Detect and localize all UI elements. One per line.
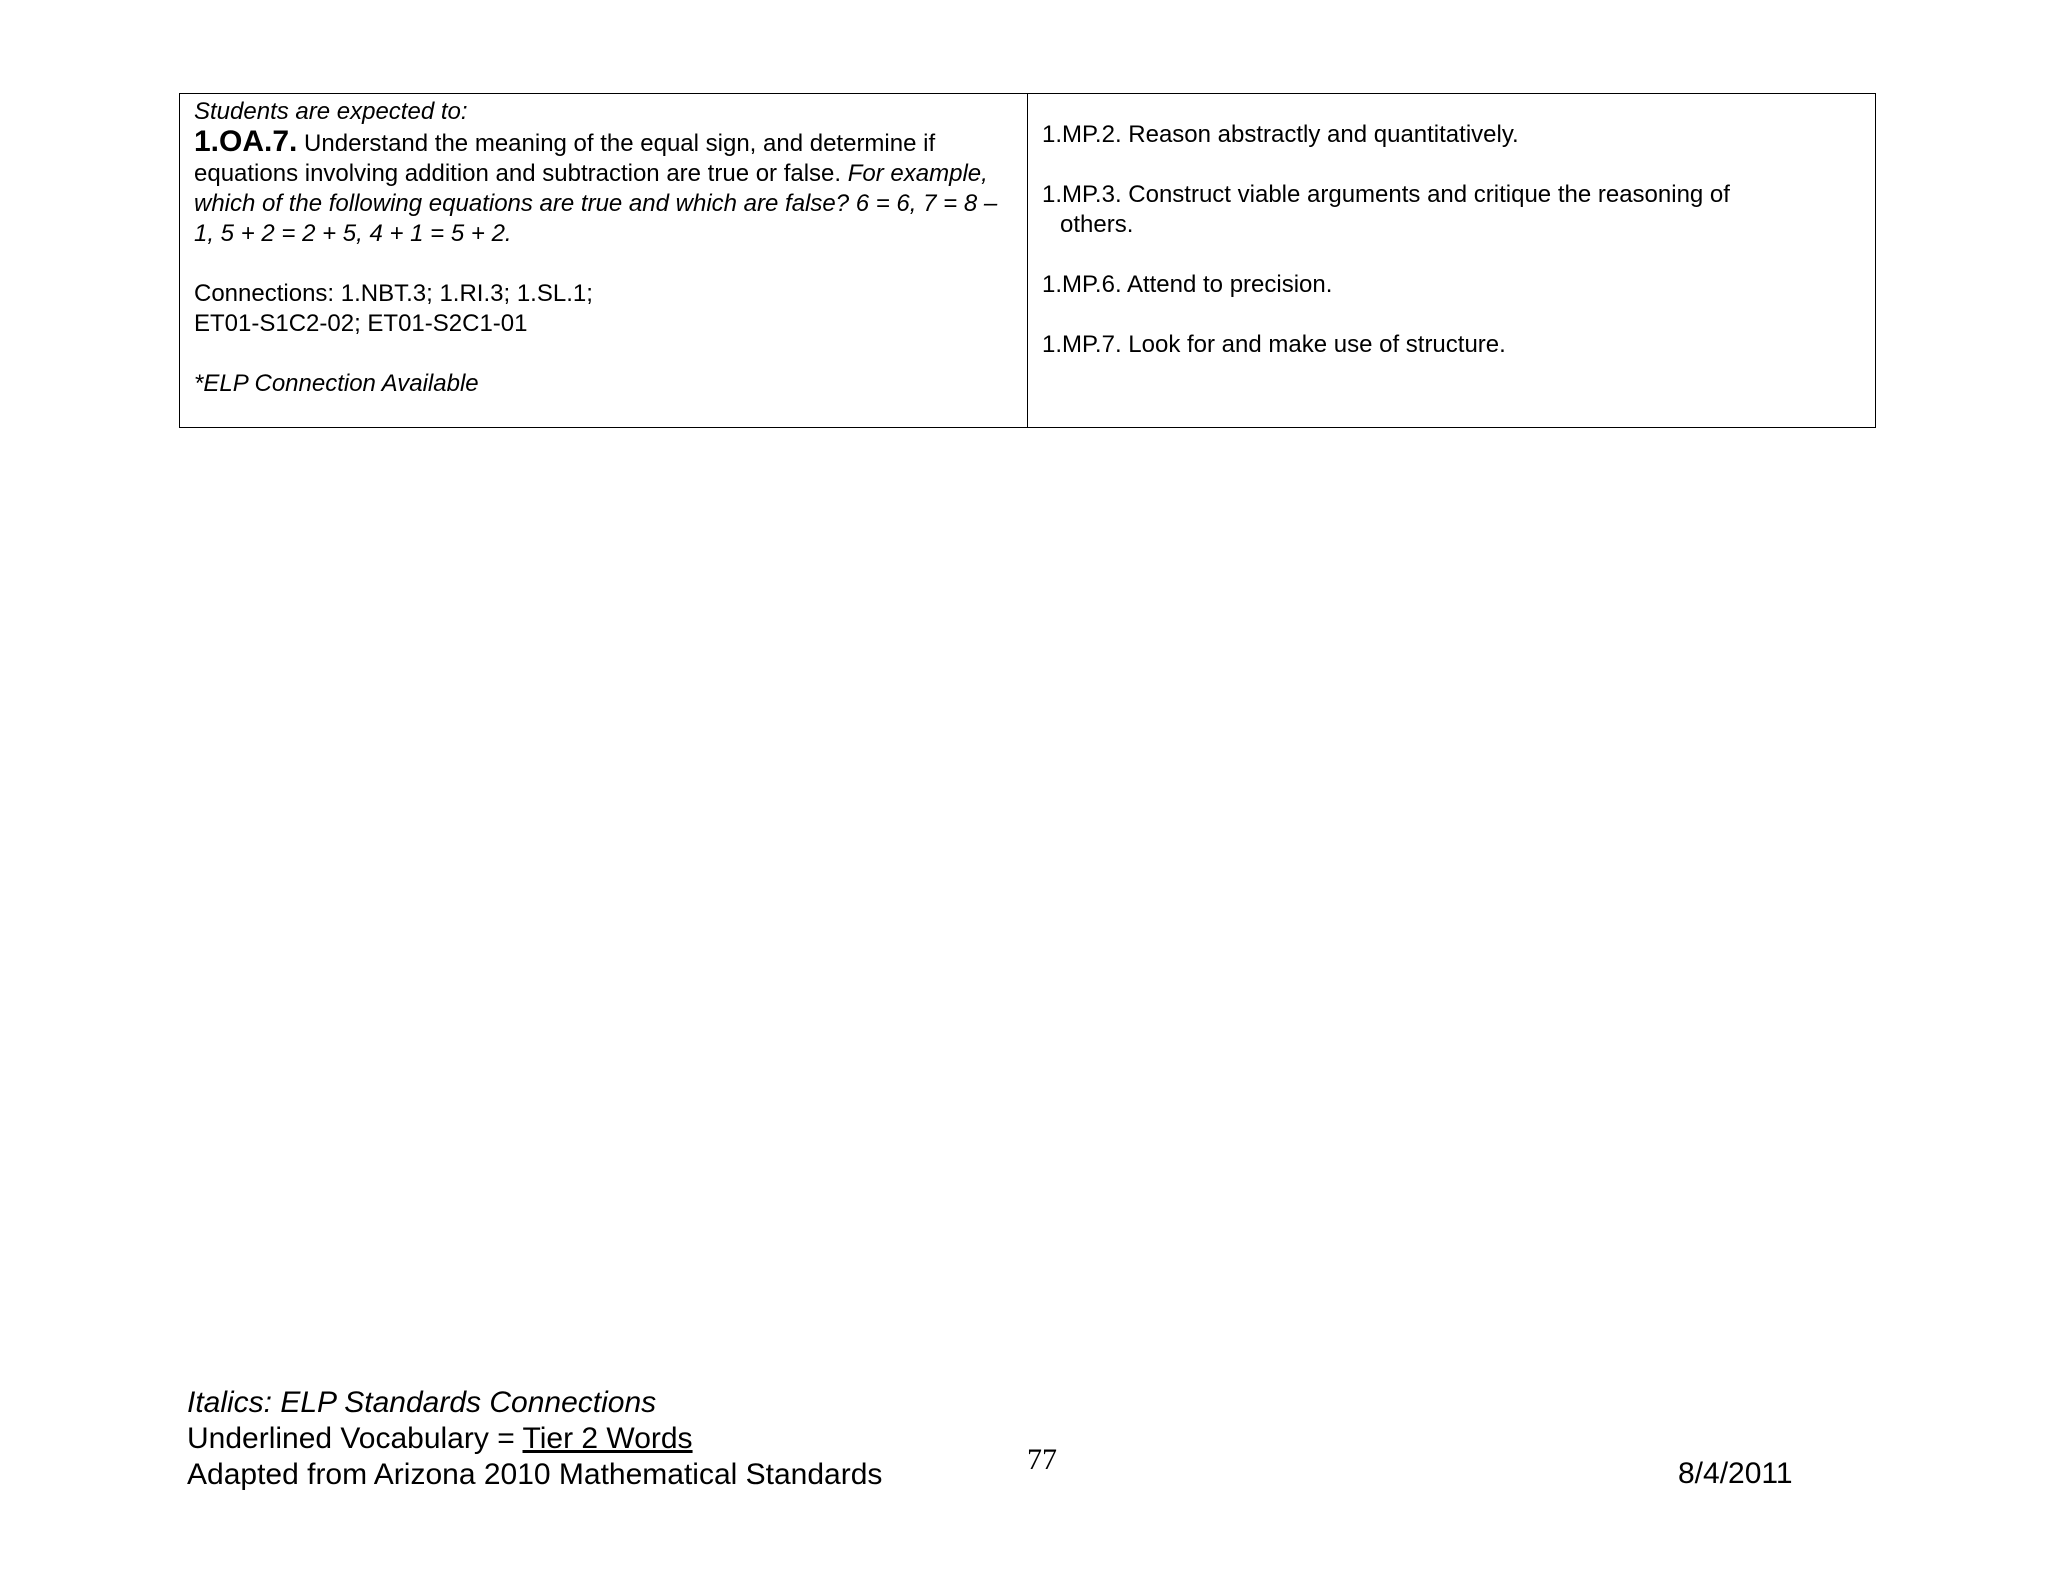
connections-line-2: ET01-S1C2-02; ET01-S2C1-01 — [194, 310, 528, 337]
practices-cell — [1028, 94, 1875, 427]
standard-text: Understand the meaning of the equal sign, and determine if equations involving addition and subtraction are true or false. — [194, 130, 936, 187]
practice-text: 1.MP.2. Reason abstractly and quantitatively. — [1042, 121, 1519, 148]
page-number: 77 — [1027, 1443, 1057, 1476]
footer-source: Adapted from Arizona 2010 Mathematical Standards — [187, 1458, 883, 1491]
practice-item — [1042, 270, 1861, 300]
footer-tier2-words: Tier 2 Words — [522, 1422, 693, 1455]
standard-example: For example, which of the following equations are true and which are false? 6 = 6, 7 = 8 – 1, 5 + 2 = 2 + 5, 4 + 1 = 5 + 2. — [194, 160, 998, 247]
practice-item — [1042, 120, 1861, 150]
standards-table — [179, 93, 1876, 428]
intro-text: Students are expected to: — [194, 98, 468, 125]
standard-code: 1.OA.7. — [194, 125, 298, 158]
footer-legend — [187, 1385, 882, 1493]
practice-item — [1042, 180, 1861, 240]
connections-line-1: Connections: 1.NBT.3; 1.RI.3; 1.SL.1; — [194, 280, 593, 307]
footer-underline-prefix: Underlined Vocabulary = — [187, 1422, 523, 1455]
footer-underline-legend — [187, 1421, 882, 1457]
standard-cell — [180, 94, 1028, 427]
practice-text: 1.MP.3. Construct viable arguments and critique the reasoning of — [1042, 181, 1730, 208]
connections — [194, 279, 1013, 339]
elp-note: *ELP Connection Available — [194, 370, 479, 397]
practice-item — [1042, 330, 1861, 360]
standard-description — [194, 127, 1013, 249]
practice-text: 1.MP.7. Look for and make use of structure. — [1042, 331, 1506, 358]
practice-text-continued: others. — [1060, 211, 1134, 238]
practice-text: 1.MP.6. Attend to precision. — [1042, 271, 1333, 298]
footer-date: 8/4/2011 — [1678, 1457, 1793, 1490]
footer-italics-legend: Italics: ELP Standards Connections — [187, 1386, 657, 1419]
